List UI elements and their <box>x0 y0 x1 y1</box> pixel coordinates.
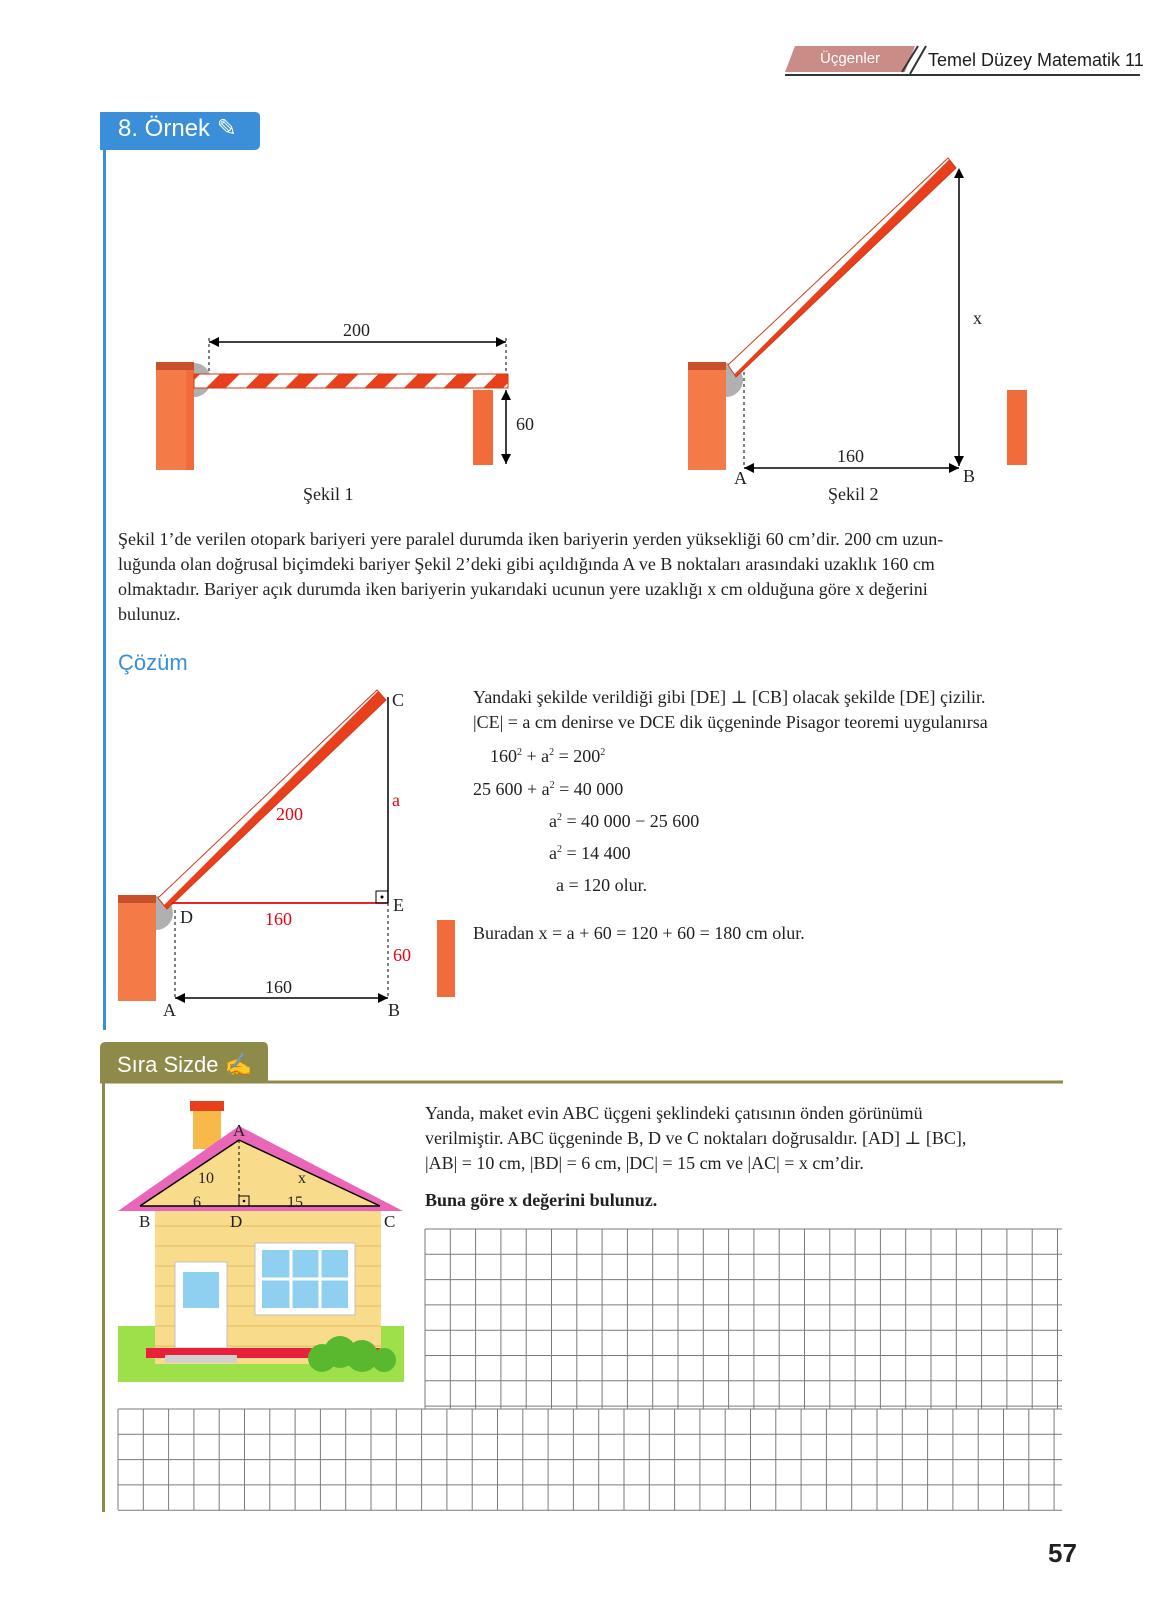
fig2-caption: Şekil 2 <box>828 484 879 504</box>
equation-2: 25 $600 + a^2 = 40$ 000 <box>473 779 624 799</box>
fig1-caption: Şekil 1 <box>303 484 354 504</box>
problem-line-2: luğunda olan doğrusal biçimdeki bariyer Şekil 2’deki gibi açıldığında A ve B noktaları arasındaki uzaklık 160 cm <box>118 554 935 574</box>
problem-line-3: olmaktadır. Bariyer açık durumda iken bariyerin yukarıdaki ucunun yere uzaklığı x cm olduğuna göre x değerini <box>118 579 928 599</box>
house-point-b: B <box>139 1212 151 1231</box>
house-label-bd: 6 <box>193 1194 201 1211</box>
sol-label-200: 200 <box>276 804 303 824</box>
example-title-text: 8. Örnek <box>118 115 211 142</box>
solution-title: Çözüm <box>118 650 188 675</box>
sol-point-b: B <box>388 1000 401 1020</box>
fig2-x-label: x <box>973 308 982 328</box>
fig1-length-label: 200 <box>343 320 370 340</box>
house-point-c: C <box>384 1212 396 1231</box>
page-number: 57 <box>1048 1538 1077 1568</box>
fig1-height-label: 60 <box>516 414 534 434</box>
fig2-point-b: B <box>963 466 976 486</box>
sira-line-3: |AB| = 10 cm, |BD| = 6 cm, |DC| = 15 cm ve |AC| = x cm’dir. <box>425 1153 864 1173</box>
problem-line-4: bulunuz. <box>118 604 181 624</box>
equation-4: $a^2 = 14$ 400 <box>549 843 631 863</box>
fig2-base-label: 160 <box>837 446 864 466</box>
sira-line-1: Yanda, maket evin ABC üçgeni şeklindeki çatısının önden görünümü <box>425 1103 923 1123</box>
header-topic: Üçgenler <box>820 50 881 67</box>
sira-line-2: verilmiştir. ABC üçgeninde B, D ve C noktaları doğrusaldır. [AD] ⊥ [BC], <box>425 1128 967 1148</box>
equation-5: a = 120 olur. <box>556 875 648 895</box>
sol-point-e: E <box>393 895 404 915</box>
solution-conclusion: Buradan x = a + 60 = 120 + 60 = 180 cm olur. <box>473 923 805 943</box>
solution-line-2: |CE| = a cm denirse ve DCE dik üçgeninde Pisagor teoremi uygulanırsa <box>473 712 988 732</box>
house-label-ab: 10 <box>198 1170 214 1187</box>
solution-line-1: Yandaki şekilde verildiği gibi [DE] ⊥ [CB] olacak şekilde [DE] çizilir. <box>473 687 986 707</box>
house-label-dc: 15 <box>287 1194 303 1211</box>
sira-sizde-question: Buna göre x değerini bulunuz. <box>425 1190 658 1210</box>
notepad-icon: ✍ <box>224 1052 253 1077</box>
sol-label-60: 60 <box>393 945 411 965</box>
sol-label-ab: 160 <box>265 977 292 997</box>
sol-point-a: A <box>163 1000 176 1020</box>
sol-point-d: D <box>180 907 193 927</box>
sol-label-de: 160 <box>265 909 292 929</box>
problem-line-1: Şekil 1’de verilen otopark bariyeri yere paralel durumda iken bariyerin yerden yüksekliği 60 cm’dir. 200 cm uzun- <box>118 529 944 549</box>
pencil-icon: ✎ <box>216 115 237 142</box>
header-book-title: Temel Düzey Matematik 11 <box>928 50 1144 70</box>
house-label-ac: x <box>298 1170 306 1187</box>
equation-1: $160^2 + a^2 = 200^2$ <box>490 746 606 766</box>
house-point-a: A <box>233 1121 246 1140</box>
sira-sizde-title-text: Sıra Sizde <box>117 1052 219 1077</box>
sol-label-a: a <box>392 790 400 810</box>
house-point-d: D <box>230 1212 243 1231</box>
fig2-point-a: A <box>734 468 747 488</box>
equation-3: $a^2 = 40$ 000 − 25 600 <box>549 811 700 831</box>
sol-point-c: C <box>392 690 405 710</box>
